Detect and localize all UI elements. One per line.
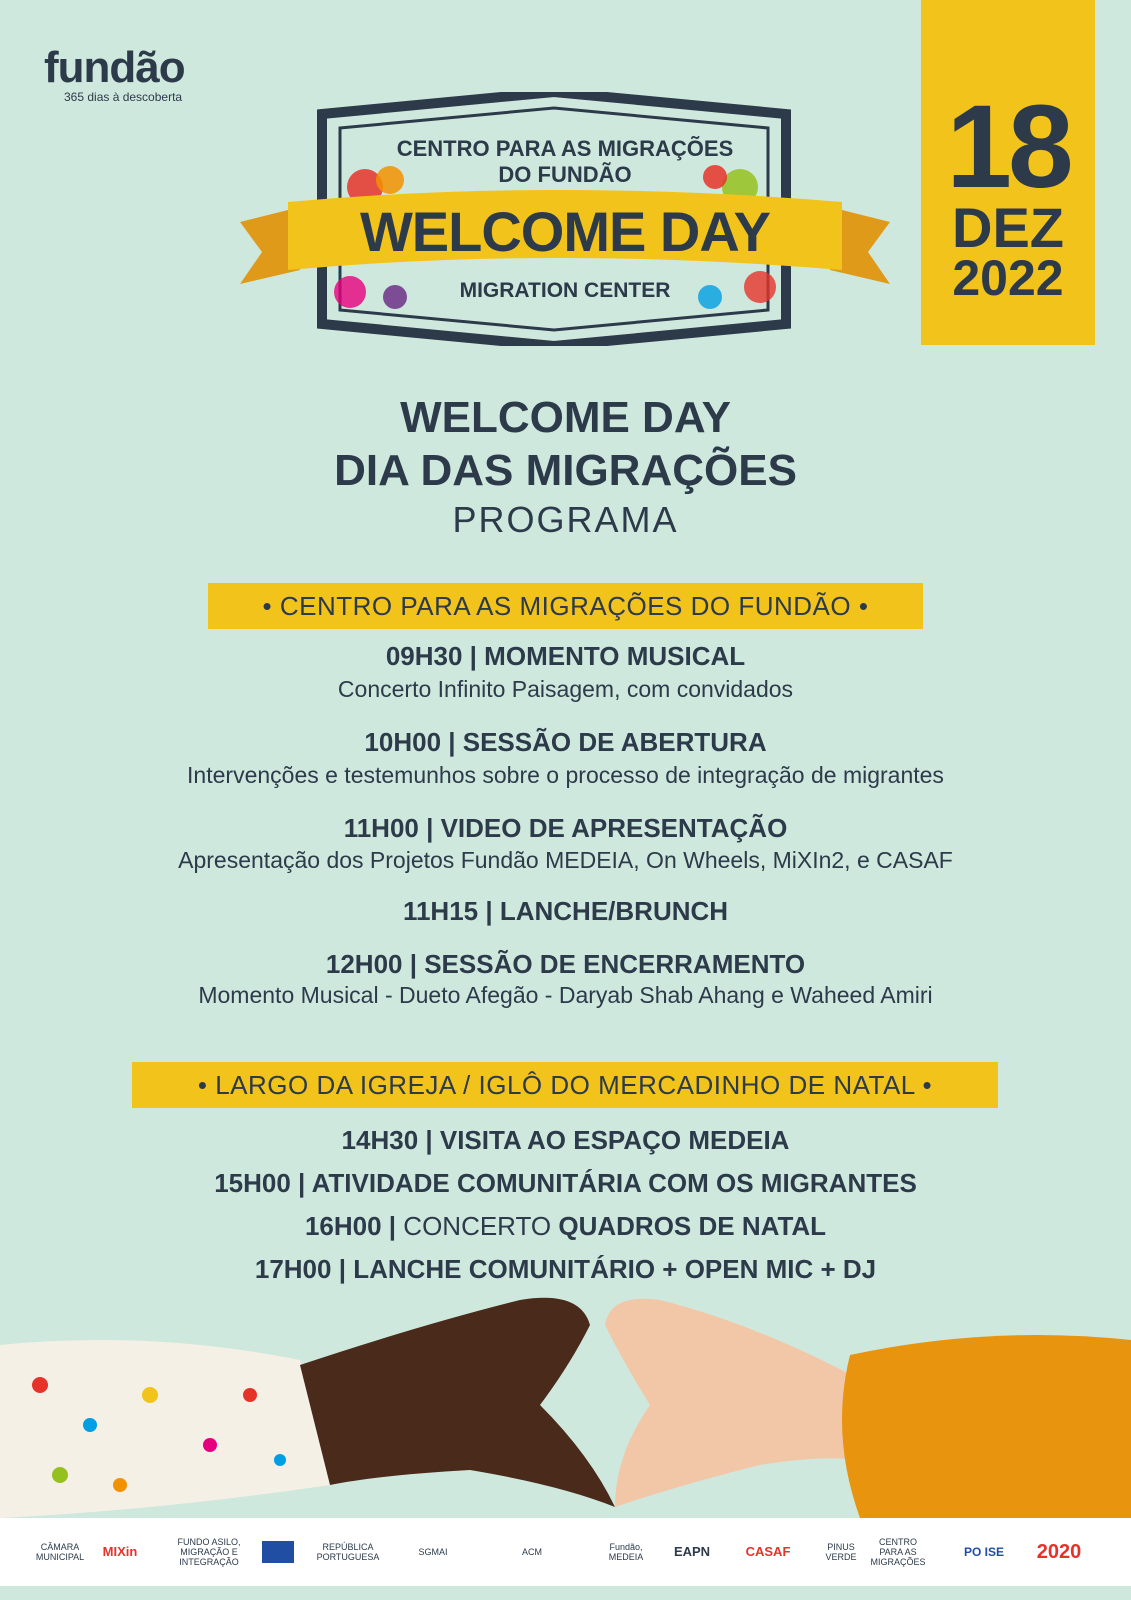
logo-wordmark: fundão (44, 43, 185, 92)
logo-camara-municipal: CÂMARA MUNICIPAL (35, 1542, 85, 1562)
logo-mixin: MIXin (102, 1544, 138, 1559)
event-desc: Intervenções e testemunhos sobre o processo de integração de migrantes (187, 762, 944, 788)
logo-sgmai: SGMAI (418, 1547, 448, 1557)
event-title: 15H00 | ATIVIDADE COMUNITÁRIA COM OS MIGRANTES (214, 1168, 917, 1198)
logo-fundao-medeia: Fundão, MEDEIA (608, 1542, 644, 1562)
event-title: 11H15 | LANCHE/BRUNCH (402, 896, 729, 926)
welcome-day-badge (240, 92, 890, 346)
section2-label: • LARGO DA IGREJA / IGLÔ DO MERCADINHO DE NATAL • (132, 1062, 998, 1108)
event-type: CONCERTO (396, 1211, 559, 1241)
logo-portugal-2020: 2020 (1036, 1541, 1082, 1563)
logo-centro-migracoes: CENTRO PARA AS MIGRAÇÕES (870, 1537, 926, 1567)
event-desc: Momento Musical - Dueto Afegão - Daryab Shab Ahang e Waheed Amiri (198, 982, 933, 1008)
section1-label: • CENTRO PARA AS MIGRAÇÕES DO FUNDÃO • (208, 583, 923, 629)
event-title: 12H00 | SESSÃO DE ENCERRAMENTO (325, 949, 806, 979)
event-name: QUADROS DE NATAL (558, 1211, 827, 1241)
event-title: 10H00 | SESSÃO DE ABERTURA (364, 727, 767, 757)
logo-acm: ACM (522, 1547, 542, 1557)
badge-subtitle: MIGRATION CENTER (459, 279, 671, 302)
event-title: 14H30 | VISITA AO ESPAÇO MEDEIA (341, 1125, 790, 1155)
logo-fundo-asilo: FUNDO ASILO, MIGRAÇÃO E INTEGRAÇÃO (177, 1537, 241, 1567)
logo-republica-portuguesa: REPÚBLICA PORTUGUESA (316, 1542, 380, 1562)
event-title: 11H00 | VIDEO DE APRESENTAÇÃO (343, 813, 788, 843)
event-title (0, 1210, 1131, 1242)
badge-title: WELCOME DAY (359, 200, 771, 263)
badge-line1: CENTRO PARA AS MIGRAÇÕES (396, 136, 734, 161)
badge-line2: DO FUNDÃO (498, 162, 632, 187)
logo-pinus-verde: PINUS VERDE (825, 1542, 857, 1562)
event-title: 09H30 | MOMENTO MUSICAL (385, 641, 746, 671)
logo-tagline: 365 dias à descoberta (64, 90, 183, 104)
event-desc: Concerto Infinito Paisagem, com convidados (337, 676, 794, 702)
event-time: 16H00 | (304, 1211, 397, 1241)
date-box (921, 0, 1095, 345)
heading-line2: DIA DAS MIGRAÇÕES (334, 446, 797, 495)
logo-casaf: CASAF (745, 1544, 791, 1559)
heading-line1: WELCOME DAY (400, 393, 731, 442)
date-day: 18 (946, 81, 1070, 213)
logo-uniao-europeia (262, 1541, 294, 1563)
fundao-logo (44, 43, 185, 104)
heading-line3: PROGRAMA (452, 499, 679, 540)
logo-eapn: EAPN (673, 1544, 711, 1559)
date-year: 2022 (952, 250, 1064, 306)
sponsor-footer (0, 1518, 1131, 1586)
heart-hands-image (0, 1285, 1131, 1518)
date-month: DEZ (952, 196, 1064, 259)
logo-po-ise: PO ISE (963, 1545, 1004, 1559)
event-desc: Apresentação dos Projetos Fundão MEDEIA, On Wheels, MiXIn2, e CASAF (178, 847, 953, 873)
event-title: 17H00 | LANCHE COMUNITÁRIO + OPEN MIC + DJ (254, 1254, 877, 1284)
